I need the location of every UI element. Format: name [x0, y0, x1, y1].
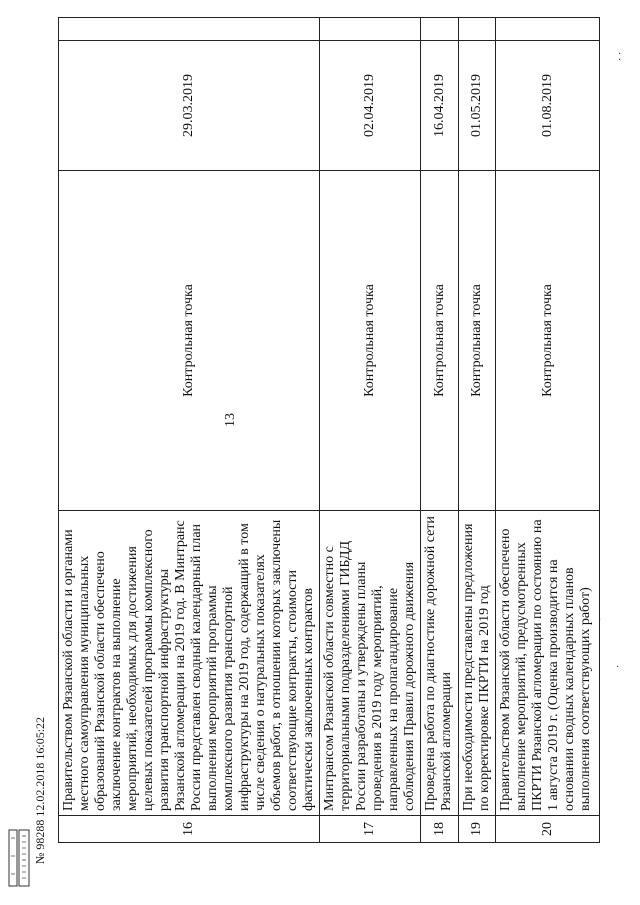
table-row: [496, 18, 600, 843]
table-row: [320, 18, 421, 843]
row-empty-cell: [320, 18, 421, 41]
row-description: Правительством Рязанской области обеспечено выполнение мероприятий, предусмотренных ПКРТИ Рязанской агломерации по состоянию на 1 августа 2019 г. (Оценка производится на основании сводных календарных планов выполнения соответствующих работ): [496, 511, 600, 816]
table-row: [459, 18, 496, 843]
row-date: 29.03.2019: [59, 41, 320, 171]
table-row: [421, 18, 459, 843]
row-type: Контрольная точка: [59, 171, 320, 511]
document-registration-note: № 98288 12.02.2018 16:05:22: [33, 716, 48, 865]
row-number: 16: [59, 816, 320, 843]
row-date: 01.08.2019: [496, 41, 600, 171]
row-description: При необходимости представлены предложения по корректировке ПКРТИ на 2019 год: [459, 511, 496, 816]
row-type: Контрольная точка: [496, 171, 600, 511]
row-number: 19: [459, 816, 496, 843]
rotated-page: [58, 43, 593, 843]
row-empty-cell: [59, 18, 320, 41]
scan-mark: ·: [616, 662, 620, 673]
row-date: 01.05.2019: [459, 41, 496, 171]
row-number: 20: [496, 816, 600, 843]
row-type: Контрольная точка: [459, 171, 496, 511]
row-description: Проведена работа по диагностике дорожной сети Рязанской агломерации: [421, 511, 459, 816]
electronic-signature-stamp-icon: [5, 826, 31, 890]
row-type: Контрольная точка: [421, 171, 459, 511]
row-date: 16.04.2019: [421, 41, 459, 171]
row-date: 02.04.2019: [320, 41, 421, 171]
page-number: 13: [223, 413, 238, 427]
row-empty-cell: [496, 18, 600, 41]
row-empty-cell: [421, 18, 459, 41]
row-description: Правительством Рязанской области и органами местного самоуправления муниципальных образований Рязанской области обеспечено заключение контрактов на выполнение мероприятий, необходимых для достижения целевых показателей программы комплексного развития транспортной инфраструктуры Рязанской агломерации на 2019 год. В Минтранс России представлен сводный календарный план выполнения мероприятий программы комплексного развития транспортной инфраструктуры на 2019 год, содержащий в том числе сведения о натуральных показателях объемов работ, в отношении которых заключены соответствующие контракты, стоимости фактически заключенных контрактов: [59, 511, 320, 816]
scan-mark: ⁚: [618, 52, 622, 63]
control-points-table: [58, 17, 600, 843]
scan-mark: ·: [598, 615, 602, 626]
table-row: [59, 18, 320, 843]
row-empty-cell: [459, 18, 496, 41]
row-number: 17: [320, 816, 421, 843]
row-description: Минтрансом Рязанской области совместно с территориальными подразделениями ГИБДД России разработаны и утверждены планы проведения в 2019 году мероприятий, направленных на пропагандирование соблюдения Правил дорожного движения: [320, 511, 421, 816]
row-number: 18: [421, 816, 459, 843]
row-type: Контрольная точка: [320, 171, 421, 511]
